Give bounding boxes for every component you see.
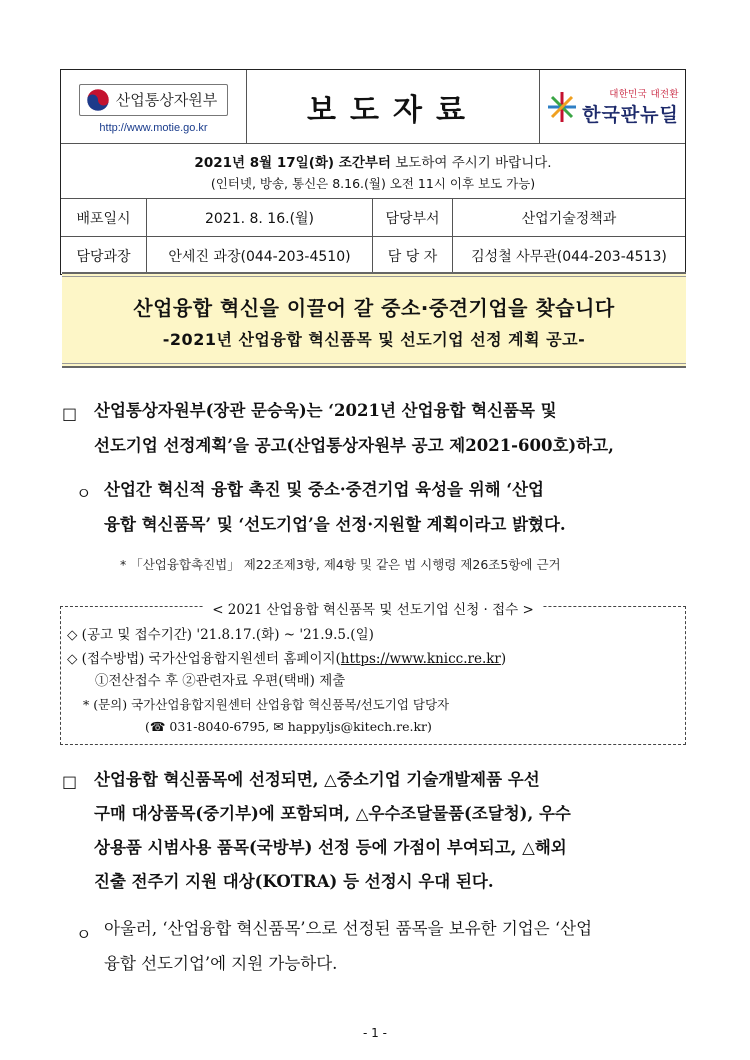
application-box-title: < 2021 산업융합 혁신품목 및 선도기업 신청 · 접수 > <box>204 602 542 618</box>
contact-info-row <box>61 237 685 274</box>
paragraph-1-line-1: 산업통상자원부(장관 문승욱)는 ‘2021년 산업융합 혁신품목 및 <box>94 401 557 420</box>
square-bullet: □ <box>62 404 78 423</box>
paragraph-2-line-1: 산업간 혁신적 융합 촉진 및 중소·중견기업 육성을 위해 ‘산업 <box>104 480 544 499</box>
manager-value: 안세진 과장(044-203-4510) <box>147 237 373 274</box>
paragraph-3-line-2: 구매 대상품목(중기부)에 포함되며, △우수조달물품(조달청), 우수 <box>94 804 571 823</box>
department-value: 산업기술정책과 <box>521 210 617 227</box>
newdeal-star-icon <box>546 90 578 124</box>
embargo-line-2: (인터넷, 방송, 통신은 8.16.(월) 오전 11시 이후 보도 가능) <box>210 175 536 191</box>
paragraph-4-line-2: 융합 선도기업’에 지원 가능하다. <box>104 954 338 973</box>
headline-sub: -2021년 산업융합 혁신품목 및 선도기업 선정 계획 공고- <box>162 330 586 349</box>
ministry-logo-block <box>61 70 247 143</box>
staff-value: 김성철 사무관(044-203-4513) <box>471 248 667 265</box>
ministry-url[interactable]: http://www.motie.go.kr <box>99 121 208 134</box>
application-contact-details: (☎ 031-8040-6795, ✉ happyljs@kitech.re.kr) <box>145 719 432 734</box>
taegeuk-icon <box>86 88 110 112</box>
application-period: ◇ (공고 및 접수기간) '21.8.17.(화) ~ '21.9.5.(일) <box>67 627 374 643</box>
department-label: 담당부서 <box>373 199 453 236</box>
embargo-notice <box>61 144 685 198</box>
paragraph-3-line-3: 상용품 시범사용 품목(국방부) 선정 등에 가점이 부여되고, △해외 <box>94 838 567 857</box>
embargo-date: 2021년 8월 17일(화) 조간부터 <box>194 154 391 171</box>
embargo-request: 보도하여 주시기 바랍니다. <box>390 154 552 171</box>
newdeal-logo <box>540 70 685 143</box>
release-date-value: 2021. 8. 16.(월) <box>147 199 373 236</box>
manager-label: 담당과장 <box>61 237 147 274</box>
document-title: 보도자료 <box>247 70 540 143</box>
press-release-header <box>60 69 686 275</box>
application-method-close: ) <box>500 651 507 667</box>
application-info-box <box>60 602 686 745</box>
application-box-title-wrap <box>61 598 685 618</box>
application-contact: * (문의) 국가산업융합지원센터 산업융합 혁신품목/선도기업 담당자 <box>83 697 450 712</box>
headline-main: 산업융합 혁신을 이끌어 갈 중소·중견기업을 찾습니다 <box>133 296 615 320</box>
paragraph-3-line-4: 진출 전주기 지원 대상(KOTRA) 등 선정시 우대 된다. <box>94 872 494 891</box>
page-number: - 1 - <box>363 1026 387 1040</box>
paragraph-4-line-1: 아울러, ‘산업융합 혁신품목’으로 선정된 품목을 보유한 기업은 ‘산업 <box>104 919 593 938</box>
embargo-line-1 <box>194 151 551 171</box>
ministry-badge <box>79 84 228 116</box>
ministry-name: 산업통상자원부 <box>115 91 218 109</box>
staff-label: 담 당 자 <box>373 237 453 274</box>
header-title-row <box>61 70 685 144</box>
headline-box <box>62 272 686 368</box>
circle-bullet: ㅇ <box>76 484 92 503</box>
release-date-label: 배포일시 <box>61 199 147 236</box>
circle-bullet: ㅇ <box>76 925 92 944</box>
application-method-label: ◇ (접수방법) 국가산업융합지원센터 홈페이지( <box>67 651 341 667</box>
paragraph-1-line-2: 선도기업 선정계획’을 공고(산업통상자원부 공고 제2021-600호)하고, <box>94 436 614 455</box>
knicc-homepage-link[interactable]: https://www.knicc.re.kr <box>340 651 501 667</box>
square-bullet: □ <box>62 772 78 791</box>
legal-basis-note: * 「산업융합촉진법」 제22조제3항, 제4항 및 같은 법 시행령 제26조5항에 근거 <box>120 557 561 572</box>
newdeal-text <box>582 86 679 127</box>
newdeal-title: 한국판뉴딜 <box>582 104 679 126</box>
release-info-row <box>61 199 685 237</box>
paragraph-3-line-1: 산업융합 혁신품목에 선정되면, △중소기업 기술개발제품 우선 <box>94 770 540 789</box>
application-steps: ①전산접수 후 ②관련자료 우편(택배) 제출 <box>95 673 346 689</box>
newdeal-subtitle: 대한민국 대전환 <box>609 89 679 100</box>
paragraph-2-line-2: 융합 혁신품목’ 및 ‘선도기업’을 선정·지원할 계획이라고 밝혔다. <box>104 515 566 534</box>
application-method <box>67 647 506 667</box>
embargo-row <box>61 144 685 199</box>
